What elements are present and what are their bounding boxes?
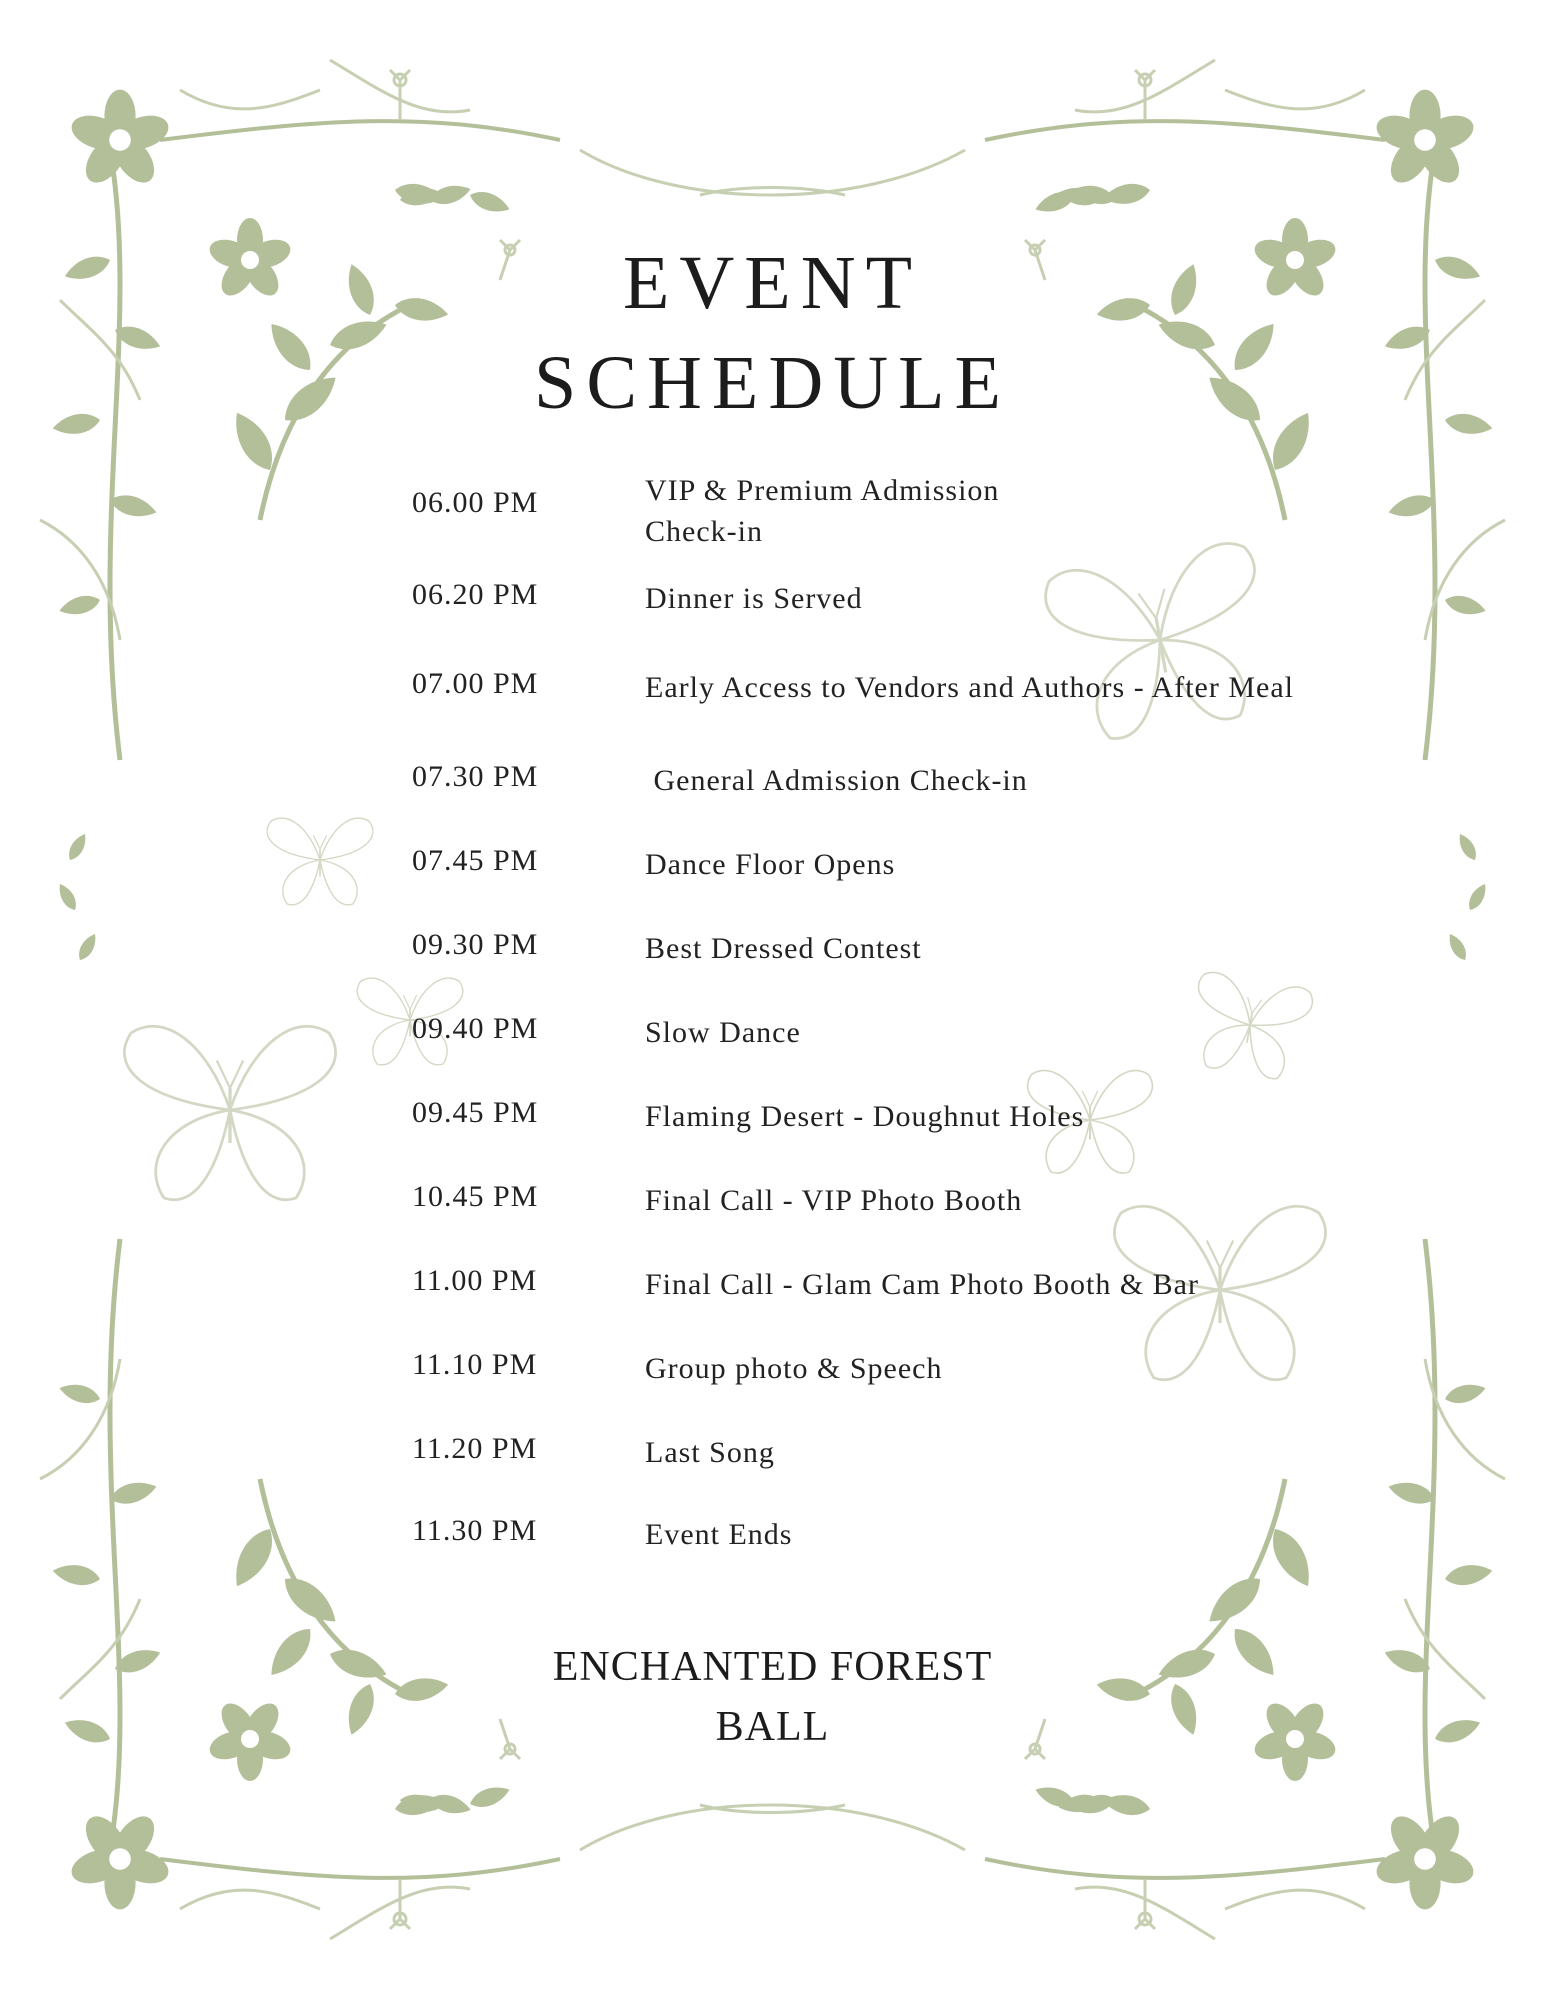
footer-line-ball: BALL <box>715 1704 830 1750</box>
schedule-time: 11.30 PM <box>412 1514 538 1547</box>
schedule-activity: Dinner is Served <box>645 582 863 615</box>
schedule-time: 09.40 PM <box>412 1012 539 1045</box>
schedule-time: 11.00 PM <box>412 1264 538 1297</box>
schedule-activity: VIP & Premium Admission Check-in <box>645 474 1000 548</box>
schedule-time: 09.45 PM <box>412 1096 539 1129</box>
schedule-row <box>0 667 1545 727</box>
schedule-activity: Event Ends <box>645 1518 793 1551</box>
schedule-row <box>0 1264 1545 1324</box>
schedule-time: 09.30 PM <box>412 928 539 961</box>
schedule-activity: Early Access to Vendors and Authors - After Meal <box>645 671 1294 704</box>
footer-line-enchanted-forest: ENCHANTED FOREST <box>552 1644 993 1690</box>
schedule-row <box>0 1012 1545 1072</box>
schedule-row <box>0 760 1545 820</box>
schedule-time: 11.10 PM <box>412 1348 538 1381</box>
schedule-time: 07.30 PM <box>412 760 539 793</box>
schedule-row <box>0 1348 1545 1408</box>
schedule-row <box>0 1096 1545 1156</box>
schedule-activity: Dance Floor Opens <box>645 848 896 881</box>
schedule-row <box>0 1180 1545 1240</box>
schedule-row <box>0 470 1545 548</box>
schedule-row <box>0 928 1545 988</box>
schedule-row <box>0 578 1545 638</box>
title-line-schedule: SCHEDULE <box>534 341 1011 425</box>
title-line-event: EVENT <box>622 241 923 325</box>
schedule-activity: Slow Dance <box>645 1016 801 1049</box>
schedule-activity: Best Dressed Contest <box>645 932 922 965</box>
schedule-time: 06.00 PM <box>412 486 539 519</box>
leaf-branch-icon <box>985 1239 1505 1939</box>
schedule-time: 10.45 PM <box>412 1180 539 1213</box>
schedule-activity: Final Call - VIP Photo Booth <box>645 1184 1023 1217</box>
schedule-activity: Final Call - Glam Cam Photo Booth & Bar <box>645 1268 1199 1301</box>
schedule-activity: Last Song <box>645 1436 775 1469</box>
schedule-row <box>0 1432 1545 1492</box>
schedule-time: 06.20 PM <box>412 578 539 611</box>
schedule-time: 07.00 PM <box>412 667 539 700</box>
schedule-time: 07.45 PM <box>412 844 539 877</box>
schedule-time: 11.20 PM <box>412 1432 538 1465</box>
schedule-row <box>0 1514 1545 1574</box>
leaf-branch-icon <box>40 1239 560 1939</box>
schedule-row <box>0 844 1545 904</box>
schedule-activity: Group photo & Speech <box>645 1352 943 1385</box>
schedule-activity: Flaming Desert - Doughnut Holes <box>645 1100 1085 1133</box>
schedule-activity: General Admission Check-in <box>645 764 1028 797</box>
